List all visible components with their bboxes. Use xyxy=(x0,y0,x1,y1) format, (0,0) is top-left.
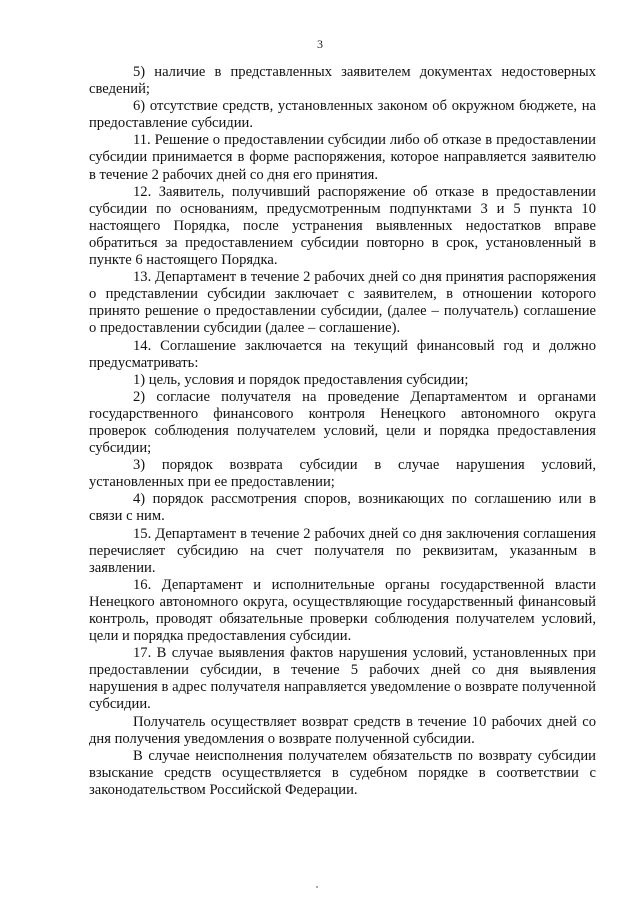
paragraph-subitem-3: 3) порядок возврата субсидии в случае нарушения условий, установленных при ее предоставлении; xyxy=(89,457,596,491)
paragraph-clause-11: 11. Решение о предоставлении субсидии либо об отказе в предоставлении субсидии принимается в форме распоряжения, которое направляется заявителю в течение 2 рабочих дней со дня его принятия. xyxy=(89,132,596,183)
paragraph-refund: Получатель осуществляет возврат средств в течение 10 рабочих дней со дня получения уведомления о возврате полученной субсидии. xyxy=(89,713,596,747)
paragraph-item-6: 6) отсутствие средств, установленных законом об окружном бюджете, на предоставление субсидии. xyxy=(89,98,596,132)
page-number: 3 xyxy=(317,37,323,51)
paragraph-clause-15: 15. Департамент в течение 2 рабочих дней со дня заключения соглашения перечисляет субсидию на счет получателя по реквизитам, указанным в заявлении. xyxy=(89,525,596,576)
paragraph-clause-16: 16. Департамент и исполнительные органы государственной власти Ненецкого автономного округа, осуществляющие государственный финансовый контроль, проводят обязательные проверки соблюдения получателем условий, цели и порядка предоставления субсидии. xyxy=(89,576,596,645)
footer-mark xyxy=(316,886,318,888)
paragraph-clause-13: 13. Департамент в течение 2 рабочих дней со дня принятия распоряжения о представлении субсидии заключает с заявителем, в отношении которого принято решение о предоставлении субсидии, (далее – получатель) соглашение о предоставлении субсидии (далее – соглашение). xyxy=(89,269,596,337)
document-body xyxy=(89,64,596,799)
paragraph-clause-17: 17. В случае выявления фактов нарушения условий, установленных при предоставлении субсидии, в течение 5 рабочих дней со дня выявления нарушения в адрес получателя направляется уведомление о возврате полученной субсидии. xyxy=(89,645,596,713)
paragraph-clause-14: 14. Соглашение заключается на текущий финансовый год и должно предусматривать: xyxy=(89,337,596,371)
paragraph-subitem-1: 1) цель, условия и порядок предоставления субсидии; xyxy=(133,371,469,388)
paragraph-clause-12: 12. Заявитель, получивший распоряжение об отказе в предоставлении субсидии по основаниям, предусмотренным подпунктами 3 и 5 пункта 10 настоящего Порядка, после устранения выявленных недостатков вправе обратиться за предоставлением субсидии повторно в срок, установленный в пункте 6 настоящего Порядка. xyxy=(89,183,596,269)
paragraph-item-5: 5) наличие в представленных заявителем документах недостоверных сведений; xyxy=(89,64,596,98)
paragraph-enforcement: В случае неисполнения получателем обязательств по возврату субсидии взыскание средств осуществляется в судебном порядке в соответствии с законодательством Российской Федерации. xyxy=(89,747,596,798)
paragraph-subitem-2: 2) согласие получателя на проведение Департаментом и органами государственного финансового контроля Ненецкого автономного округа проверок соблюдения получателем условий, цели и порядка предоставления субсидии; xyxy=(89,388,596,457)
paragraph-subitem-4: 4) порядок рассмотрения споров, возникающих по соглашению или в связи с ним. xyxy=(89,491,596,525)
